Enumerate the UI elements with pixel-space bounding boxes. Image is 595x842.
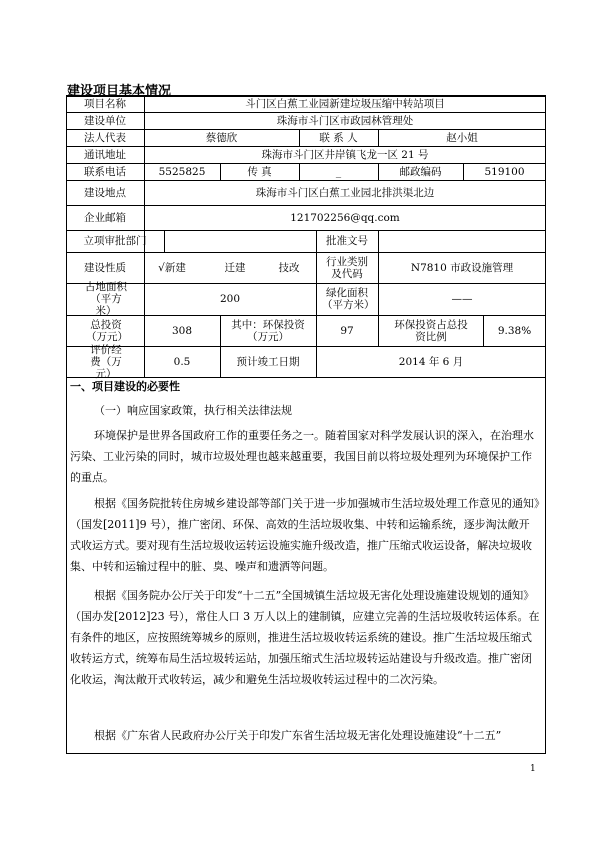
approval-label: 立项审批部门 [83,235,147,247]
subsection-heading: （一）响应国家政策，执行相关法律法规 [94,404,292,417]
fax-label: 传 真 [247,165,272,178]
page-number: 1 [530,764,536,774]
green-area-value: —— [451,293,473,305]
postcode-value: 519100 [484,165,525,178]
total-investment-label: 总投资（万元） [86,318,128,343]
phone-value: 5525825 [158,165,206,178]
doc-number-label: 批准文号 [326,235,368,247]
env-ratio-value: 9.38% [497,324,532,337]
email-label: 企业邮箱 [84,211,126,224]
nature-option-retrofit: 技改 [278,261,300,274]
col-divider [316,252,317,315]
evaluation-fee-label: 评价经费（万元） [90,343,122,380]
address-label: 通讯地址 [84,148,126,161]
builder-value: 珠海市斗门区市政园林管理处 [276,114,414,127]
green-area-label: 绿化面积（平方米） [322,287,375,311]
page-title: 建设项目基本情况 [67,84,172,99]
nature-label: 建设性质 [84,261,126,274]
env-investment-label: 其中：环保投资（万元） [231,318,305,343]
evaluation-fee-value: 0.5 [173,355,191,368]
legal-value: 蔡德欣 [205,131,238,144]
doc-number-value [378,230,546,252]
fax-value: _ [335,165,342,178]
paragraph: 环境保护是世界各国政府工作的重要任务之一。随着国家对科学发展认识的深入，在治理水污染、工业污染的同时，城市垃圾处理也越来越重要，我国目前以将垃圾处理列为环境保护工作的重点。 [70,429,534,484]
industry-label: 行业类别及代码 [326,255,368,280]
address-value: 珠海市斗门区井岸镇飞龙一区 21 号 [261,148,429,161]
approval-value [164,230,316,252]
email-value: 121702256@qq.com [290,211,400,224]
location-value: 珠海市斗门区白蕉工业园北排洪渠北边 [255,186,435,199]
completion-date-label: 预计竣工日期 [236,355,300,368]
phone-label: 联系电话 [84,165,126,178]
paragraph: 根据《国务院批转住房城乡建设部等部门关于进一步加强城市生活垃圾处理工作意见的通知》（国发[2011]9 号），推广密闭、环保、高效的生活垃圾收集、中转和运输系统，逐步淘汰敞开式收运方式。要对现有生活垃圾收运转运设施实施升级改造，推广压缩式收运设备，解决垃圾收集、中转和运输过程中的脏、臭、噪声和遗洒等问题。 [70,497,540,573]
area-value: 200 [219,293,241,305]
env-investment-value: 97 [340,324,354,337]
legal-label: 法人代表 [84,131,126,144]
paragraph: 根据《广东省人民政府办公厅关于印发广东省生活垃圾无害化处理设施建设“十二五” [94,729,502,742]
env-ratio-label: 环保投资占总投资比例 [394,318,468,343]
location-label: 建设地点 [84,186,126,199]
project-name-value: 斗门区白蕉工业园新建垃圾压缩中转站项目 [245,97,445,110]
builder-label: 建设单位 [84,114,126,127]
project-name-label: 项目名称 [84,97,126,110]
section-heading: 一、项目建设的必要性 [70,380,180,393]
col-divider [378,315,379,346]
completion-date-value: 2014 年 6 月 [398,355,464,368]
table-border-bottom [66,753,546,754]
nature-option-new: √新建 [158,261,186,274]
contact-value: 赵小姐 [446,131,478,144]
paragraph: 根据《国务院办公厅关于印发“十二五”全国城镇生活垃圾无害化处理设施建设规划的通知》（国办发[2012]23 号），常住人口 3 万人以上的建制镇，应建立完善的生活垃圾收转运体系。在有条件的地区，应按照统筹城乡的原则，推进生活垃圾收转运系统的建设。推广生活垃圾压缩式收转运方式，统筹布局生活垃圾转运站，加强压缩式生活垃圾转运站建设与升级改造。推广密闭化收运，淘汰敞开式收转运，减少和避免生活垃圾收转运过程中的二次污染。 [70,589,540,686]
postcode-label: 邮政编码 [399,165,442,178]
contact-label: 联 系 人 [319,131,358,144]
nature-option-relocate: 迁建 [224,261,246,274]
industry-value: N7810 市政设施管理 [410,261,514,274]
total-investment-value: 308 [171,324,193,337]
area-label: 占地面积（平方米） [85,281,127,317]
